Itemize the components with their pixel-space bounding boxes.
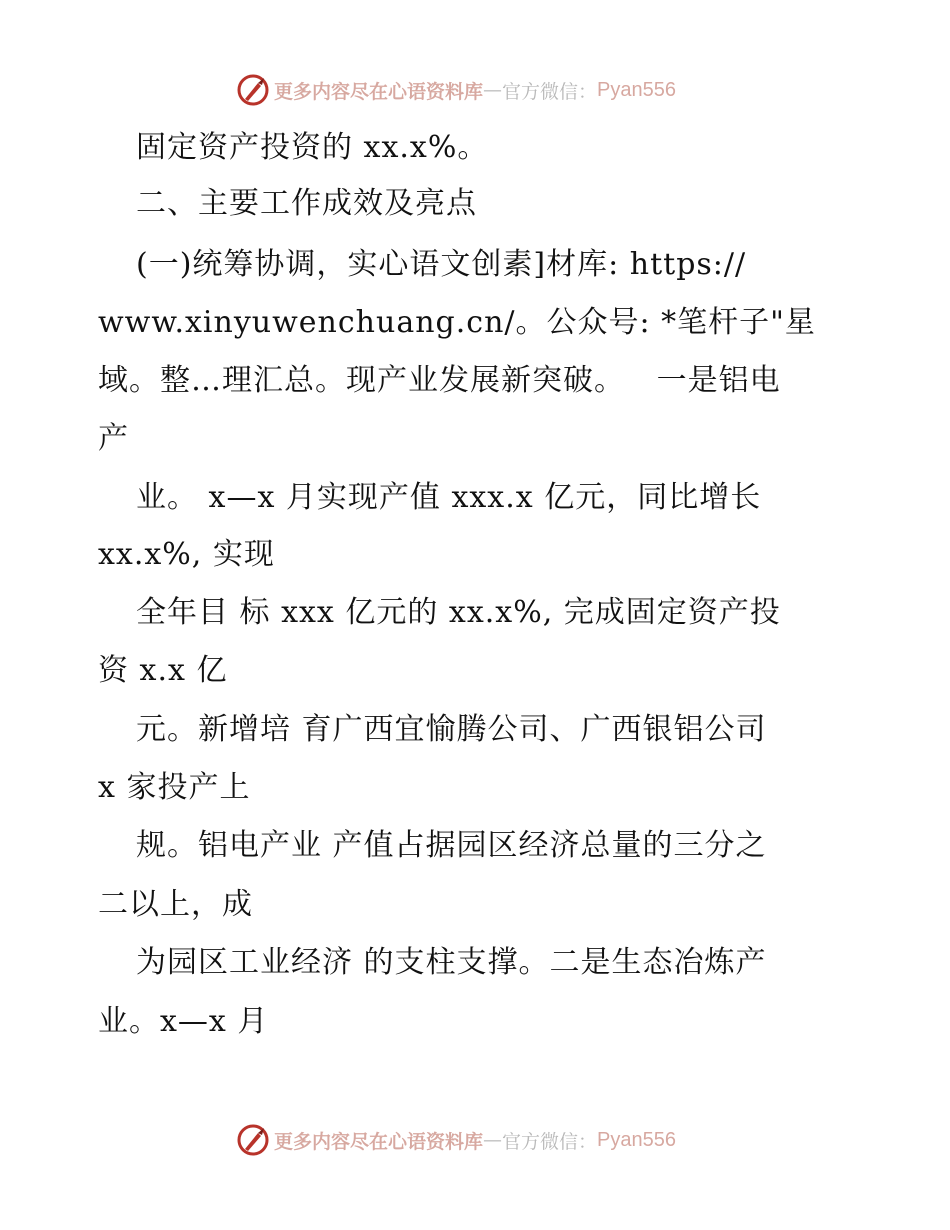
text-line: www.xinyuwenchuang.cn/。公众号: *笔杆子"星 [98,305,816,340]
text-line: 资 x.x 亿 [98,653,228,688]
text-line: xx.x%, 实现 [98,537,275,572]
quill-logo-icon [236,73,270,107]
watermark-wechat-id: Pyan556 [597,1128,676,1151]
text-line: 固定资产投资的 xx.x%。 [136,130,489,165]
watermark-dash: — [483,79,503,101]
watermark-footer [236,1122,676,1158]
text-line: 元。新增培 育广西宜愉腾公司、广西银铝公司 [136,712,767,747]
watermark-main-text: 更多内容尽在心语资料库 [274,80,484,103]
watermark-wechat-id: Pyan556 [597,78,676,101]
text-line: x 家投产上 [98,770,251,805]
watermark-wechat-label: 官方微信： [502,80,598,103]
text-line: 二以上，成 [98,887,253,922]
watermark-dash: — [483,1129,503,1151]
watermark-header [236,72,676,108]
watermark-wechat-label: 官方微信： [502,1130,598,1153]
text-line: 全年目 标 xxx 亿元的 xx.x%, 完成固定资产投 [136,595,781,630]
text-line: 规。铝电产业 产值占据园区经济总量的三分之 [136,828,767,863]
quill-logo-icon [236,1123,270,1157]
text-line: 域。整…理汇总。现产业发展新突破。 一是铝电 [98,363,781,398]
text-line: 产 [98,421,129,456]
watermark-main-text: 更多内容尽在心语资料库 [274,1130,484,1153]
text-line: 为园区工业经济 的支柱支撑。二是生态冶炼产 [136,945,767,980]
text-line: 业。 x—x 月实现产值 xxx.x 亿元，同比增长 [136,480,762,515]
text-line: 业。x—x 月 [98,1004,269,1039]
section-heading: 二、主要工作成效及亮点 [136,186,477,221]
text-line: (一)统筹协调，实心语文创素]材库: https:// [136,247,747,282]
